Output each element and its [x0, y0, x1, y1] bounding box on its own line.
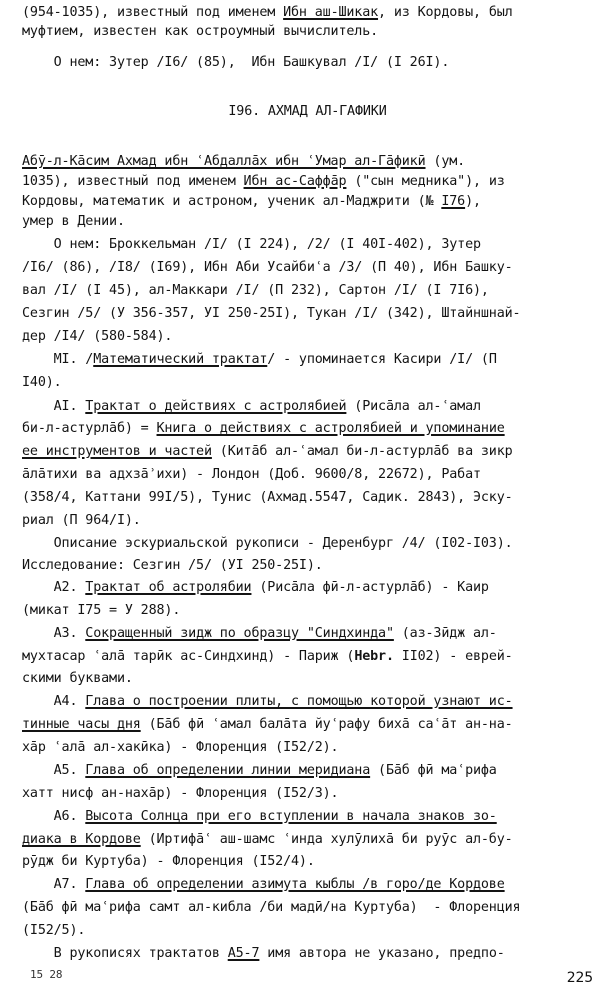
text-line: ха̄р ʿала̄ ал-хакӣка) - Флоренция (I52/2). — [22, 740, 339, 755]
text-line: А6. Высота Солнца при его вступлении в начала знаков зо- — [22, 809, 497, 824]
text-line: диака в Кордове (Иртифа̄ʿ аш-шамс ʿинда хулӯлиха̄ би руӯс ал-бу- — [22, 832, 513, 847]
text-line: дер /I4/ (580-584). — [22, 329, 173, 344]
text-line: А4. Глава о построении плиты, с помощью которой узнают ис- — [22, 694, 513, 709]
text-line: (358/4, Каттани 99I/5), Тунис (Ахмад.5547, Садик. 2843), Эску- — [22, 490, 513, 505]
text-line: А2. Трактат об астролябии (Риса̄ла фӣ-л-астурла̄б) - Каир — [22, 580, 489, 595]
text-line: Сезгин /5/ (У 356-357, УI 250-25I), Тукан /I/ (342), Штайншнай- — [22, 306, 521, 321]
text-line: скими буквами. — [22, 671, 133, 686]
text-line: вал /I/ (I 45), ал-Маккари /I/ (П 232), Сартон /I/ (I 7I6), — [22, 283, 489, 298]
text-line: О нем: Зутер /I6/ (85), Ибн Башкувал /I/ (I 26I). — [22, 55, 450, 70]
text-line: I40). — [22, 375, 62, 390]
text-line: (I52/5). — [22, 923, 86, 938]
text-line: /I6/ (86), /I8/ (I69), Ибн Аби Усайбиʿа /3/ (П 40), Ибн Башку- — [22, 260, 513, 275]
text-line: хатт нисф ан-наха̄р) - Флоренция (I52/3). — [22, 786, 339, 801]
text-line: В рукописях трактатов А5-7 имя автора не указано, предпо- — [22, 946, 505, 961]
text-line: (микат I75 = У 288). — [22, 603, 181, 618]
print-code: 15 28 — [30, 968, 63, 981]
text-line: тинные часы дня (Ба̄б фӣ ʿамал бала̄та йуʿрафу биха̄ саʿа̄т ан-на- — [22, 717, 513, 732]
text-line: АI. Трактат о действиях с астролябией (Риса̄ла ал-ʿамал — [22, 399, 481, 414]
text-line: Описание эскуриальской рукописи - Деренбург /4/ (I02-I03). — [22, 536, 513, 551]
page-number: 225 — [566, 970, 593, 986]
text-line: (954-1035), известный под именем Ибн аш-Шикак, из Кордовы, был — [22, 5, 513, 20]
text-line: О нем: Броккельман /I/ (I 224), /2/ (I 40I-402), Зутер — [22, 237, 481, 252]
text-line: Кордовы, математик и астроном, ученик ал-Маджрити (№ I76), — [22, 194, 481, 209]
text-line: А5. Глава об определении линии меридиана (Ба̄б фӣ маʿрифа — [22, 763, 497, 778]
text-line: МI. /Математический трактат/ - упоминается Касири /I/ (П — [22, 352, 497, 367]
text-line: мухтасар ʿала̄ тарӣк ас-Синдхинд) - Париж (Hebr. II02) - еврей- — [22, 649, 513, 664]
text-line: а̄ла̄тихи ва адхза̄ʾихи) - Лондон (Доб. 9600/8, 22672), Рабат — [22, 467, 481, 482]
section-heading: I96. АХМАД АЛ-ГАФИКИ — [228, 104, 387, 119]
text-line: риал (П 964/I). — [22, 513, 141, 528]
text-line: Абӯ-л-Ка̄сим Ахмад ибн ʿАбдалла̄х ибн ʿУмар ал-Га̄фикӣ (ум. — [22, 154, 466, 169]
text-line: Исследование: Сезгин /5/ (УI 250-25I). — [22, 558, 323, 573]
text-line: ее инструментов и частей (Кита̄б ал-ʿамал би-л-астурла̄б ва зикр — [22, 444, 513, 459]
text-line: 1035), известный под именем Ибн ас-Саффа̄р ("сын медника"), из — [22, 174, 505, 189]
text-line: (Ба̄б фӣ маʿрифа самт ал-кибла /би мадӣ/на Куртуба) - Флоренция — [22, 900, 521, 915]
text-line: би-л-астурла̄б) = Книга о действиях с астролябией и упоминание — [22, 421, 505, 436]
text-line: А3. Сокращенный зидж по образцу "Синдхинда" (аз-Зӣдж ал- — [22, 626, 497, 641]
text-line: умер в Дении. — [22, 214, 125, 229]
text-line: А7. Глава об определении азимута кыблы /в горо/де Кордове — [22, 877, 505, 892]
text-line: муфтием, известен как остроумный вычислитель. — [22, 24, 379, 39]
text-line: рӯдж би Куртуба) - Флоренция (I52/4). — [22, 854, 315, 869]
